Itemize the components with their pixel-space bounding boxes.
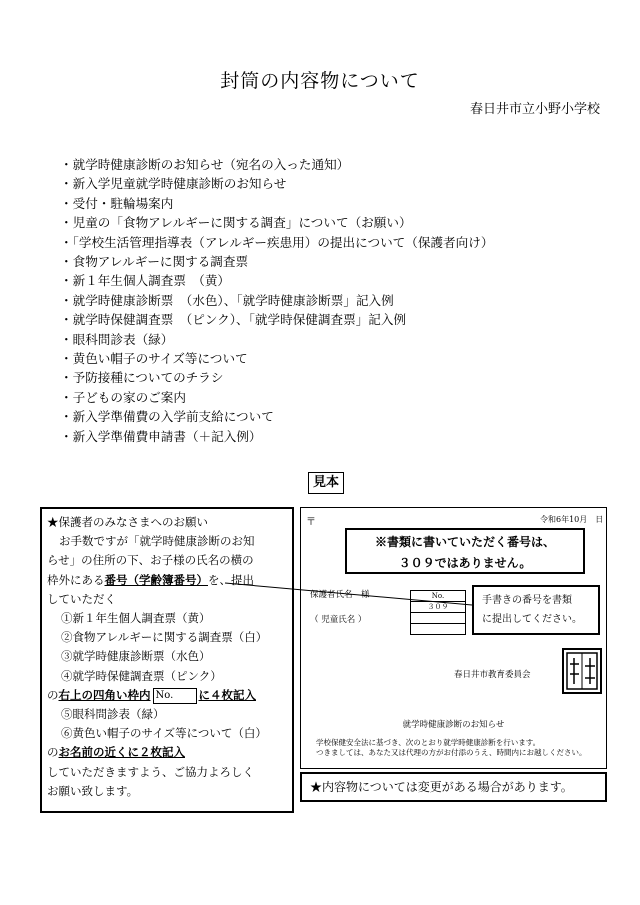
request-text: していただく <box>47 591 116 606</box>
list-item: ・ 黄色い帽子のサイズ等について <box>60 349 493 368</box>
list-item: ・ 新入学準備費申請書（＋記入例） <box>60 427 493 446</box>
sample-label: 見本 <box>308 472 344 494</box>
child-name-label: （ 児童氏名 ） <box>310 615 367 625</box>
table-cell: ３０９ <box>411 602 466 613</box>
callout-line: ※書類に書いていただく番号は、 <box>374 535 555 549</box>
form-item: ③就学時健康診断票（水色） <box>61 649 211 664</box>
form-item: ④就学時保健調査票（ピンク） <box>61 668 222 683</box>
list-item: ・ 予防接種についてのチラシ <box>60 368 493 387</box>
school-name: 春日井市立小野小学校 <box>469 102 600 117</box>
form-item: ⑤眼科問診表（緑） <box>61 707 165 722</box>
list-item: ・ 就学時健康診断票 （水色）、「就学時健康診断票」記入例 <box>60 291 493 310</box>
list-item: ・ 新１年生個人調査票 （黄） <box>60 271 493 290</box>
list-item: ・ 新入学準備費の入学前支給について <box>60 407 493 426</box>
note-line: に提出してください。 <box>482 614 582 625</box>
form-item: ⑥黄色い帽子のサイズ等について（白） <box>61 726 267 741</box>
instruction-line: のお名前の近くに２枚記入 <box>47 745 185 760</box>
note-line: 手書きの番号を書類 <box>482 595 572 606</box>
list-item: ・ 受付・駐輪場案内 <box>60 194 493 213</box>
request-text: 枠外にある番号（学齢簿番号）を、提出 <box>47 572 254 587</box>
list-item: ・ 児童の「食物アレルギーに関する調査」について（お願い） <box>60 213 493 232</box>
request-text: お手数ですが「就学時健康診断のお知 <box>59 534 255 549</box>
list-item: ・ 眼科問診表（緑） <box>60 330 493 349</box>
four-sheets-emphasis: に４枚記入 <box>198 687 256 702</box>
number-emphasis: 番号（学齢簿番号） <box>104 572 208 587</box>
instruction-line: の右上の四角い枠内 No. に４枚記入 <box>47 687 256 702</box>
envelope-doc-title: 就学時健康診断のお知らせ <box>402 720 505 730</box>
change-notice: ★内容物については変更がある場合があります。 <box>300 772 607 802</box>
list-item: ・ 「学校生活管理指導表（アレルギー疾患用）の提出について（保護者向け） <box>60 233 493 252</box>
callout-line: ３０９ではありません。 <box>398 556 532 570</box>
form-item: ②食物アレルギーに関する調査票（白） <box>61 630 268 645</box>
list-item: ・ 就学時健康診断のお知らせ（宛名の入った通知） <box>60 155 493 174</box>
notice-date: 令和6年10月 日 <box>540 515 604 524</box>
body-line: 学校保健安全法に基づき、次のとおり就学時健康診断を行います。 <box>316 738 541 747</box>
list-item: ・ 就学時保健調査票 （ピンク）、「就学時保健調査票」記入例 <box>60 310 493 329</box>
list-item: ・ 子どもの家のご案内 <box>60 388 493 407</box>
page-title: 封筒の内容物について <box>220 70 420 92</box>
request-heading: ★保護者のみなさまへのお願い <box>47 515 208 529</box>
closing-text: お願い致します。 <box>47 783 139 798</box>
form-item: ①新１年生個人調査票（黄） <box>61 611 211 626</box>
board-of-education: 春日井市教育委員会 <box>454 670 531 680</box>
list-item: ・ 新入学児童就学時健康診断のお知らせ <box>60 174 493 193</box>
table-cell: No. <box>411 591 466 602</box>
corner-box-emphasis: 右上の四角い枠内 <box>58 687 151 702</box>
no-box-sample: No. <box>153 688 197 704</box>
list-item: ・ 食物アレルギーに関する調査票 <box>60 252 493 271</box>
two-sheets-emphasis: お名前の近くに２枚記入 <box>58 745 185 760</box>
closing-text: していただきますよう、ご協力よろしく <box>47 764 254 779</box>
guardian-name-label: 保護者氏名 様 <box>310 590 370 600</box>
request-text: らせ」の住所の下、お子様の氏名の横の <box>47 553 254 568</box>
body-line: つきましては、あなた又は代理の方がお付添のうえ、時間内にお越しください。 <box>316 748 587 757</box>
postal-mark: 〒 <box>306 517 316 528</box>
